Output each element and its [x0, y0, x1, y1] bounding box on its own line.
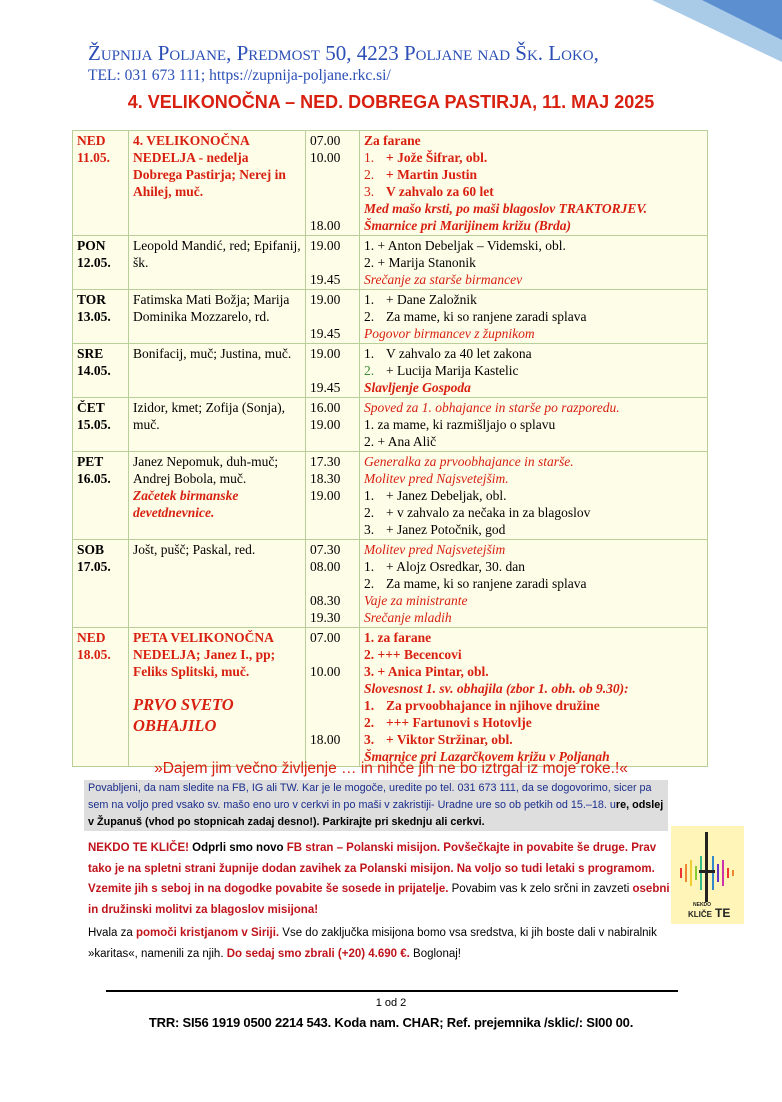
day-date: 16.05.	[77, 471, 111, 486]
parish-phone: TEL: 031 673 111;	[88, 67, 206, 84]
time: 19.00	[310, 346, 341, 361]
intention: + Janez Potočnik, god	[386, 522, 506, 537]
syria-text: Vse do zaključka misijona bomo vsa sredstva, ki jih boste dali v nabiralnik »karitas«, namenili za njih.	[88, 927, 657, 960]
event-note: Šmarnice pri Marijinem križu (Brda)	[364, 218, 572, 233]
intention: + v zahvalo za nečaka in za blagoslov	[386, 505, 591, 520]
event-note: Slavljenje Gospoda	[364, 380, 471, 395]
svg-text:KLIČE: KLIČE	[688, 910, 712, 919]
time: 08.00	[310, 559, 341, 574]
day-date: 13.05.	[77, 309, 111, 324]
event-note: Vaje za ministrante	[364, 593, 468, 608]
intention: 1. + Anton Debeljak – Videmski, obl.	[364, 238, 566, 253]
bank-account: TRR: SI56 1919 0500 2214 543. Koda nam. CHAR; Ref. prejemnika /sklic/: SI00 00.	[148, 1015, 634, 1030]
mission-text: stran – Polanski misijon. Povšečkajte in povabite še druge. Prav tako je na spletni strani župnije dodan zavihek za Polanski misijon. Na voljo so tudi letaki s programom. Vzemite jih s seboj in na dogodke povabite še sosede in prijatelje.	[88, 842, 657, 895]
intention: 2. + Ana Alič	[364, 434, 437, 449]
time: 19.30	[310, 610, 341, 625]
event-note: Slovesnost 1. sv. obhajila (zbor 1. obh. ob 9.30):	[364, 681, 629, 696]
donation-total: Do sedaj smo zbrali (+20) 4.690 €.	[226, 947, 410, 960]
page-number: 1 od 2	[375, 997, 407, 1009]
saint-cell: Bonifacij, muč; Justina, muč.	[129, 344, 306, 398]
intention: 1. za farane	[364, 630, 432, 645]
intention: 2. +++ Becencovi	[364, 647, 462, 662]
time: 19.00	[310, 488, 341, 503]
time: 10.00	[310, 150, 341, 165]
day-date: 18.05.	[77, 647, 111, 662]
syria-paragraph	[88, 923, 688, 964]
table-row: PET 16.05. Janez Nepomuk, duh-muč; Andrej Bobola, muč. Začetek birmanske devetdnevnice. 17.30 18.30 19.00 Generalka za prvoobhajance in starše. Molitev pred Najsvetejšim. 1. + Janez Debeljak, obl. 2. + v zahvalo za nečaka in za blagoslov 3. + Janez Potočnik, god	[73, 452, 708, 540]
saint-cell: Izidor, kmet; Zofija (Sonja), muč.	[129, 398, 306, 452]
day-date: 14.05.	[77, 363, 111, 378]
time: 18.30	[310, 471, 341, 486]
time: 19.00	[310, 238, 341, 253]
intention: + Jože Šifrar, obl.	[386, 150, 488, 165]
intention: + Lucija Marija Kastelic	[386, 363, 519, 378]
table-row	[73, 398, 708, 452]
table-row	[73, 236, 708, 290]
day-name: TOR	[77, 292, 107, 307]
saint-cell: Jošt, pušč; Paskal, red.	[129, 540, 306, 628]
time: 19.45	[310, 326, 341, 341]
time: 19.45	[310, 380, 341, 395]
office-notice-bold: re, odslej v Županuš (vhod po stopnicah zadaj desno!). Parkirajte pri skednju ali cerkvi.	[88, 799, 664, 828]
table-row: TOR 13.05. Fatimska Mati Božja; Marija Dominika Mozzarelo, rd. 19.00 19.45 1. + Dane Založnik 2. Za mame, ki so ranjene zaradi splava Pogovor birmancev z župnikom	[73, 290, 708, 344]
day-date: 12.05.	[77, 255, 111, 270]
parish-header	[88, 40, 599, 86]
event-note: Spoved za 1. obhajance in starše po razporedu.	[364, 400, 620, 415]
event-note: Srečanje za starše birmancev	[364, 272, 523, 287]
mission-text: Odprli smo novo	[188, 842, 287, 854]
intention: Za mame, ki so ranjene zaradi splava	[386, 576, 587, 591]
mission-text: osebni in družinski molitvi za blagoslov misijona!	[88, 883, 670, 916]
time: 08.30	[310, 593, 341, 608]
time: 17.30	[310, 454, 341, 469]
syria-text: pomoči kristjanom v Siriji.	[135, 927, 280, 939]
saint-cell: Janez Nepomuk, duh-muč; Andrej Bobola, muč.	[133, 454, 279, 486]
time: 19.45	[310, 272, 341, 287]
time: 07.30	[310, 542, 341, 557]
mission-heading: NEKDO TE KLIČE!	[88, 842, 189, 854]
intention: V zahvalo za 40 let zakona	[386, 346, 532, 361]
intention: Za prvoobhajance in njihove družine	[386, 698, 600, 713]
mission-text: Povabim vas k zelo srčni in zavzeti	[448, 883, 633, 895]
day-name: NED	[77, 630, 106, 645]
time: 19.00	[310, 292, 341, 307]
time: 07.00	[310, 630, 341, 645]
day-name: NED	[77, 133, 106, 148]
nekdo-te-klice-logo	[671, 826, 744, 924]
syria-text: Hvala za	[88, 927, 136, 939]
mission-logo-icon	[671, 826, 744, 924]
intention: V zahvalo za 60 let	[386, 184, 494, 199]
svg-text:NEKDO: NEKDO	[693, 902, 712, 908]
day-name: SOB	[77, 542, 105, 557]
day-date: 15.05.	[77, 417, 111, 432]
event-note: Molitev pred Najsvetejšim.	[364, 471, 509, 486]
intention: 3. + Anica Pintar, obl.	[364, 664, 489, 679]
scripture-quote: »Dajem jim večno življenje … in nihče jih ne bo iztrgal iz moje roke.!«	[154, 760, 628, 777]
day-date: 17.05.	[77, 559, 111, 574]
saint-cell: 4. VELIKONOČNA NEDELJA - nedelja Dobrega Pastirja; Nerej in Ahilej, muč.	[129, 131, 306, 236]
saint-note: Začetek birmanske devetdnevnice.	[133, 488, 239, 520]
mass-schedule-table	[72, 130, 708, 767]
day-name: SRE	[77, 346, 104, 361]
intention: 1. za mame, ki razmišljajo o splavu	[364, 417, 556, 432]
day-name: PET	[77, 454, 104, 469]
intention: +++ Fartunovi s Hotovlje	[386, 715, 532, 730]
table-row: NED 18.05. PETA VELIKONOČNA NEDELJA; Janez I., pp; Feliks Splitski, muč. PRVO SVETO OBHAJILO 07.00 10.00 18.00 1. za farane 2. +++ Becencovi 3. + Anica Pintar, obl. Slovesnost 1. sv. obhajila (zbor 1. obh. ob 9.30): 1. Za prvoobhajance in njihove družine 2. +++ Fartunovi s Hotovlje 3. + Viktor Stržinar, obl. Šmarnice pri Lazarčkovem križu v Poljanah	[73, 628, 708, 767]
parish-address: Župnija Poljane, Predmost 50, 4223 Poljane nad Šk. Loko,	[88, 41, 599, 65]
intention: 2. + Marija Stanonik	[364, 255, 476, 270]
time: 18.00	[310, 732, 341, 747]
intention: + Martin Justin	[386, 167, 477, 182]
intention: + Janez Debeljak, obl.	[386, 488, 507, 503]
time: 07.00	[310, 133, 341, 148]
office-notice-text: Povabljeni, da nam sledite na FB, IG ali TW. Kar je le mogoče, uredite po tel. 031 673 111, da se dogovorimo, sicer pa sem na voljo pred vsako sv. mašo eno uro v cerkvi in po maši v zakristiji- Uradne ure so ob petkih od 15.–18. u	[88, 782, 652, 811]
event-note: Med mašo krsti, po maši blagoslov TRAKTORJEV.	[364, 201, 648, 216]
event-note: Generalka za prvoobhajance in starše.	[364, 454, 574, 469]
corner-decoration	[632, 0, 782, 62]
time: 16.00	[310, 400, 341, 415]
day-date: 11.05.	[77, 150, 111, 165]
first-communion-label: PRVO SVETO OBHAJILO	[133, 695, 234, 735]
fb-link[interactable]: FB	[286, 842, 303, 854]
mission-paragraph	[88, 838, 673, 920]
day-name: ČET	[77, 400, 105, 415]
saint-cell: Leopold Mandić, red; Epifanij, šk.	[129, 236, 306, 290]
saint-cell: PETA VELIKONOČNA NEDELJA; Janez I., pp; Feliks Splitski, muč.	[133, 630, 276, 679]
intention: + Alojz Osredkar, 30. dan	[386, 559, 526, 574]
svg-text:TE: TE	[715, 906, 731, 920]
office-notice	[84, 780, 668, 831]
time: 18.00	[310, 218, 341, 233]
event-note: Srečanje mladih	[364, 610, 452, 625]
event-note: Pogovor birmancev z župnikom	[364, 326, 535, 341]
intention: + Viktor Stržinar, obl.	[386, 732, 513, 747]
table-row: NED 11.05. 4. VELIKONOČNA NEDELJA - nedelja Dobrega Pastirja; Nerej in Ahilej, muč. 07.00 10.00 18.00 Za farane 1. + Jože Šifrar, obl. 2. + Martin Justin 3. V zahvalo za 60 let Med mašo krsti, po maši blagoslov TRAKTORJEV. Šmarnice pri Marijinem križu (Brda)	[73, 131, 708, 236]
time: 19.00	[310, 417, 341, 432]
page-title: 4. VELIKONOČNA – NED. DOBREGA PASTIRJA, 11. MAJ 2025	[127, 92, 655, 112]
syria-text: Boglonaj!	[409, 947, 461, 960]
table-row: SOB 17.05. Jošt, pušč; Paskal, red. 07.30 08.00 08.30 19.30 Molitev pred Najsvetejšim 1. + Alojz Osredkar, 30. dan 2. Za mame, ki so ranjene zaradi splava Vaje za ministrante Srečanje mladih	[73, 540, 708, 628]
intention: + Dane Založnik	[386, 292, 477, 307]
time: 10.00	[310, 664, 341, 679]
event-note: Molitev pred Najsvetejšim	[364, 542, 506, 557]
event-note: Šmarnice pri Lazarčkovem križu v Poljanah	[364, 749, 610, 764]
table-row: SRE 14.05. Bonifacij, muč; Justina, muč. 19.00 19.45 1. V zahvalo za 40 let zakona 2. + Lucija Marija Kastelic Slavljenje Gospoda	[73, 344, 708, 398]
saint-cell: Fatimska Mati Božja; Marija Dominika Mozzarelo, rd.	[129, 290, 306, 344]
footer-divider	[106, 990, 678, 992]
parish-url[interactable]: https://zupnija-poljane.rkc.si/	[209, 67, 391, 84]
intention: Za farane	[364, 133, 421, 148]
intention: Za mame, ki so ranjene zaradi splava	[386, 309, 587, 324]
day-name: PON	[77, 238, 106, 253]
